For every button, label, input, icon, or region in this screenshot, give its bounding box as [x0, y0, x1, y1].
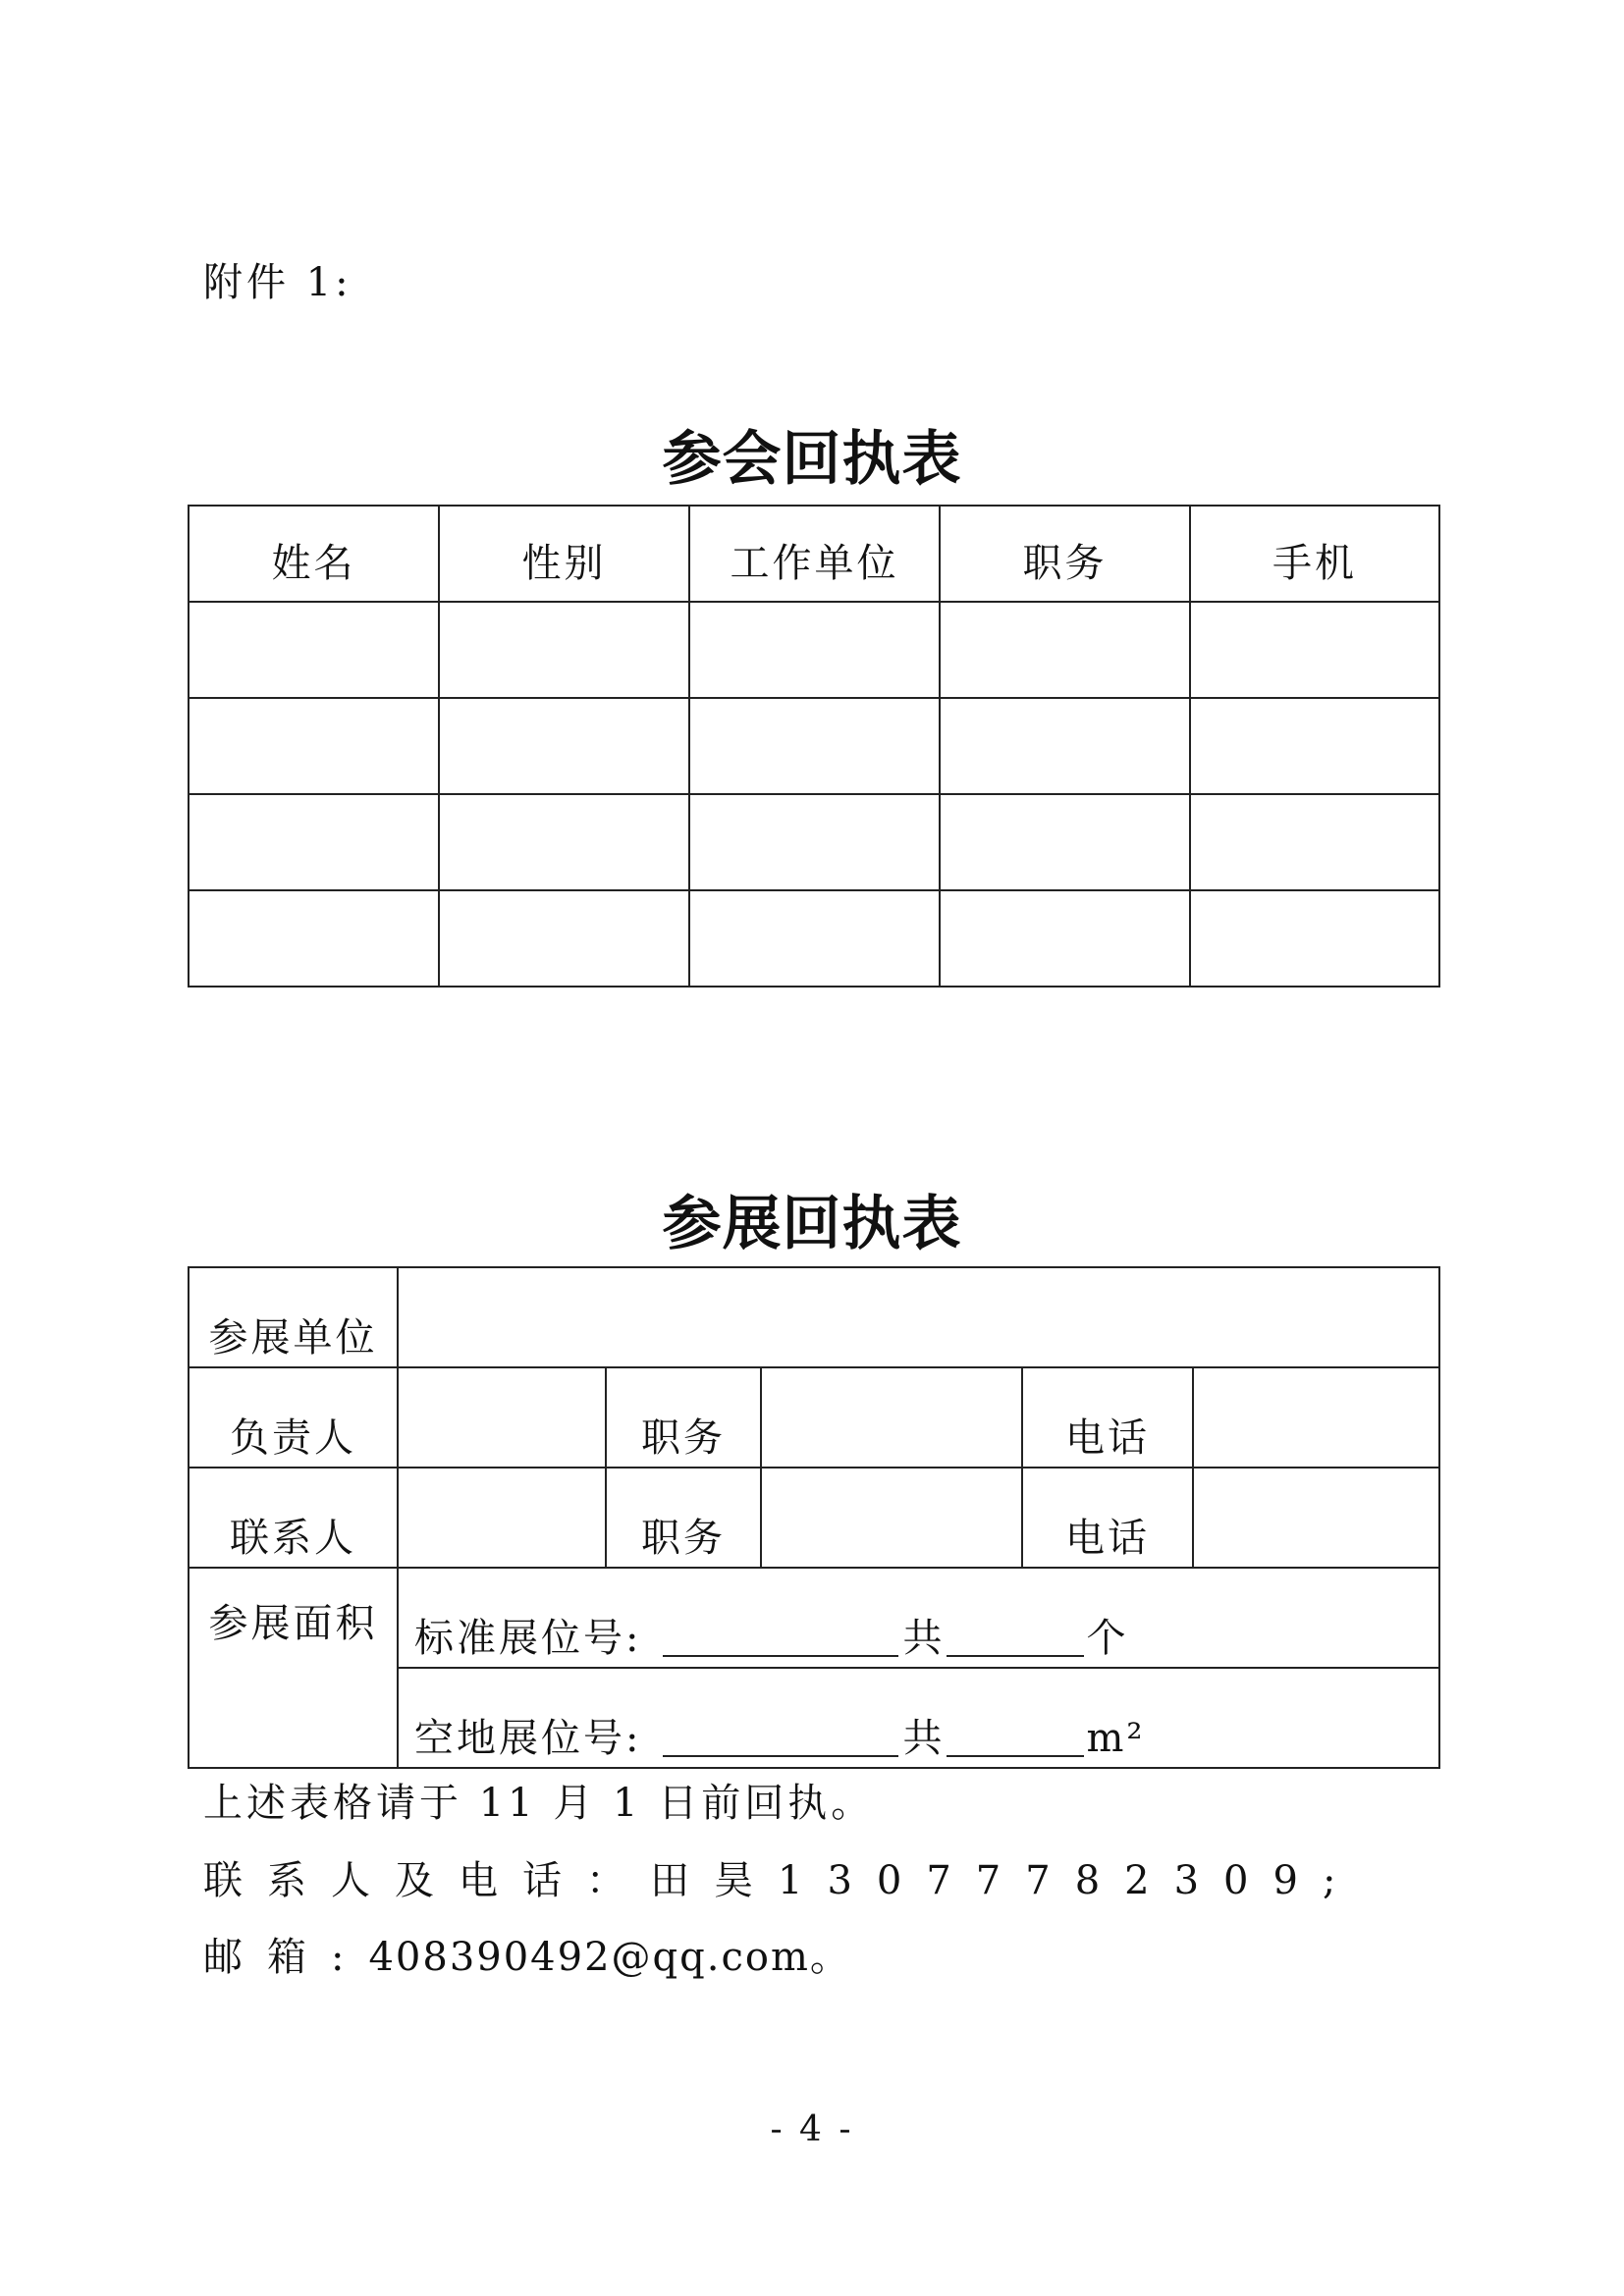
mobile-cell[interactable] — [1190, 698, 1439, 794]
meeting-form-title: 参会回执表 — [662, 425, 962, 494]
name-cell[interactable] — [189, 794, 439, 890]
standard-booth-label: 标准展位号: — [414, 1616, 642, 1661]
manager-position-field[interactable] — [761, 1367, 1022, 1468]
position-cell[interactable] — [940, 602, 1190, 698]
position-cell[interactable] — [940, 698, 1190, 794]
standard-booth-number-field[interactable] — [663, 1616, 898, 1657]
mobile-cell[interactable] — [1190, 794, 1439, 890]
table-row — [189, 794, 1439, 890]
contact-position-label: 职务 — [606, 1468, 761, 1568]
mobile-cell[interactable] — [1190, 602, 1439, 698]
gender-cell[interactable] — [439, 890, 689, 987]
page-number: - 4 - — [770, 2109, 854, 2150]
meeting-form-table — [188, 505, 1440, 988]
position-cell[interactable] — [940, 794, 1190, 890]
header-position: 职务 — [940, 506, 1190, 602]
header-work-unit: 工作单位 — [689, 506, 940, 602]
work-unit-cell[interactable] — [689, 794, 940, 890]
exhibit-area-label: 参展面积 — [189, 1568, 398, 1768]
gender-cell[interactable] — [439, 794, 689, 890]
raw-space-number-field[interactable] — [663, 1716, 898, 1757]
table-row — [189, 698, 1439, 794]
exhibit-form-table — [188, 1266, 1440, 1769]
email-note — [203, 1928, 851, 1987]
gender-cell[interactable] — [439, 698, 689, 794]
standard-booth-row — [189, 1568, 1439, 1668]
table-row — [189, 890, 1439, 987]
manager-field[interactable] — [398, 1367, 606, 1468]
contact-position-field[interactable] — [761, 1468, 1022, 1568]
raw-space-total-label: 共 — [902, 1716, 946, 1761]
work-unit-cell[interactable] — [689, 890, 940, 987]
manager-phone-label: 电话 — [1022, 1367, 1193, 1468]
meeting-form-header-row — [189, 506, 1439, 602]
raw-space-unit: m² — [1086, 1716, 1146, 1761]
raw-space-cell — [398, 1668, 1439, 1768]
standard-booth-unit: 个 — [1086, 1616, 1129, 1661]
work-unit-cell[interactable] — [689, 602, 940, 698]
work-unit-cell[interactable] — [689, 698, 940, 794]
email-label: 邮箱: — [203, 1935, 369, 1980]
exhibit-unit-row — [189, 1267, 1439, 1367]
contact-label: 联系人 — [189, 1468, 398, 1568]
exhibit-unit-field[interactable] — [398, 1267, 1439, 1367]
table-row — [189, 602, 1439, 698]
contact-note: 联系人及电话：田昊13077782309; — [203, 1858, 1361, 1903]
manager-phone-field[interactable] — [1193, 1367, 1439, 1468]
standard-booth-total-label: 共 — [902, 1616, 946, 1661]
contact-phone-field[interactable] — [1193, 1468, 1439, 1568]
manager-position-label: 职务 — [606, 1367, 761, 1468]
header-name: 姓名 — [189, 506, 439, 602]
manager-label: 负责人 — [189, 1367, 398, 1468]
deadline-note: 上述表格请于 11 月 1 日前回执。 — [203, 1781, 875, 1826]
raw-space-area-field[interactable] — [947, 1716, 1084, 1757]
raw-space-label: 空地展位号: — [414, 1716, 642, 1761]
exhibit-unit-label: 参展单位 — [189, 1267, 398, 1367]
standard-booth-cell — [398, 1568, 1439, 1668]
standard-booth-count-field[interactable] — [947, 1616, 1084, 1657]
position-cell[interactable] — [940, 890, 1190, 987]
name-cell[interactable] — [189, 602, 439, 698]
exhibit-form-title: 参展回执表 — [662, 1190, 962, 1258]
contact-phone-label: 电话 — [1022, 1468, 1193, 1568]
header-mobile: 手机 — [1190, 506, 1439, 602]
name-cell[interactable] — [189, 698, 439, 794]
contact-field[interactable] — [398, 1468, 606, 1568]
mobile-cell[interactable] — [1190, 890, 1439, 987]
gender-cell[interactable] — [439, 602, 689, 698]
contact-row — [189, 1468, 1439, 1568]
attachment-label: 附件 1: — [203, 260, 352, 305]
manager-row — [189, 1367, 1439, 1468]
header-gender: 性别 — [439, 506, 689, 602]
name-cell[interactable] — [189, 890, 439, 987]
email-value: 408390492@qq.com。 — [368, 1935, 851, 1980]
